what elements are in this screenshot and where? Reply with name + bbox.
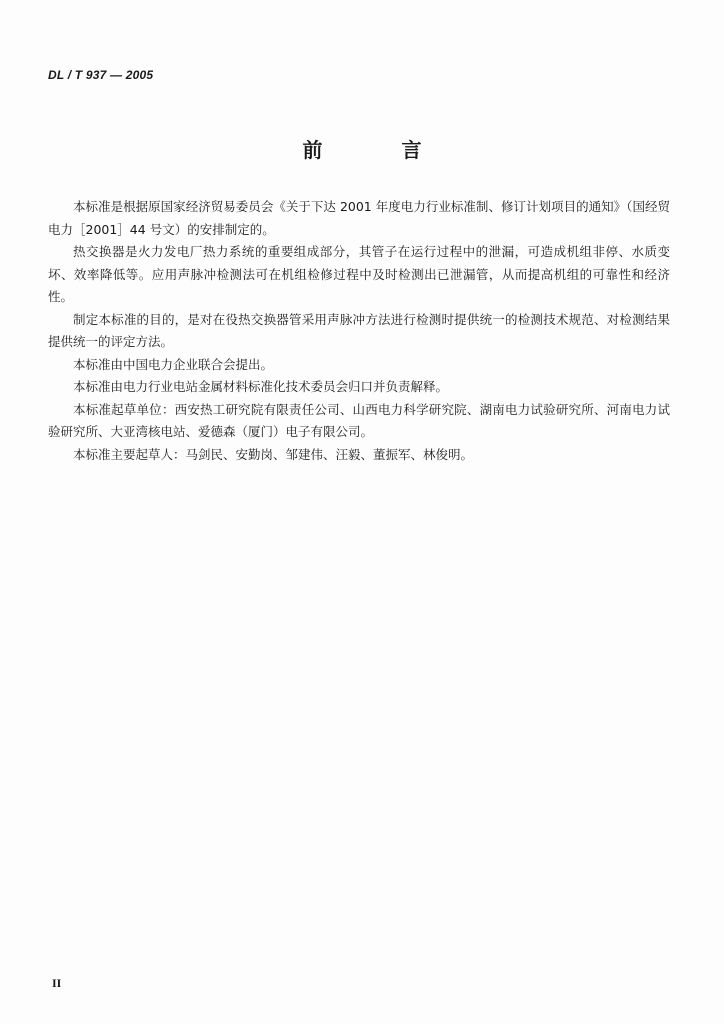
paragraph-proposer: 本标准由中国电力企业联合会提出。 [73, 356, 274, 372]
standard-code: DL / T 937 — 2005 [48, 68, 154, 82]
page-number: II [52, 976, 62, 990]
foreword-body [48, 196, 670, 466]
page-title: 前 言 [302, 138, 458, 162]
paragraph-drafting-units: 本标准起草单位：西安热工研究院有限责任公司、山西电力科学研究院、湖南电力试验研究所、河南电力试验研究所、大亚湾核电站、爱德森（厦门）电子有限公司。 [48, 401, 670, 439]
paragraph-basis: 本标准是根据原国家经济贸易委员会《关于下达 2001 年度电力行业标准制、修订计划项目的通知》（国经贸电力［2001］44 号文）的安排制定的。 [48, 199, 670, 237]
paragraph-drafters: 本标准主要起草人：马剑民、安勤岗、邹建伟、汪毅、董振军、林俊明。 [73, 446, 474, 462]
paragraph-background: 热交换器是火力发电厂热力系统的重要组成部分，其管子在运行过程中的泄漏，可造成机组非停、水质变坏、效率降低等。应用声脉冲检测法可在机组检修过程中及时检测出已泄漏管，从而提高机组的可靠性和经济性。 [48, 244, 670, 304]
paragraph-administrator: 本标准由电力行业电站金属材料标准化技术委员会归口并负责解释。 [73, 379, 449, 394]
paragraph-purpose: 制定本标准的目的，是对在役热交换器管采用声脉冲方法进行检测时提供统一的检测技术规范、对检测结果提供统一的评定方法。 [48, 311, 670, 349]
